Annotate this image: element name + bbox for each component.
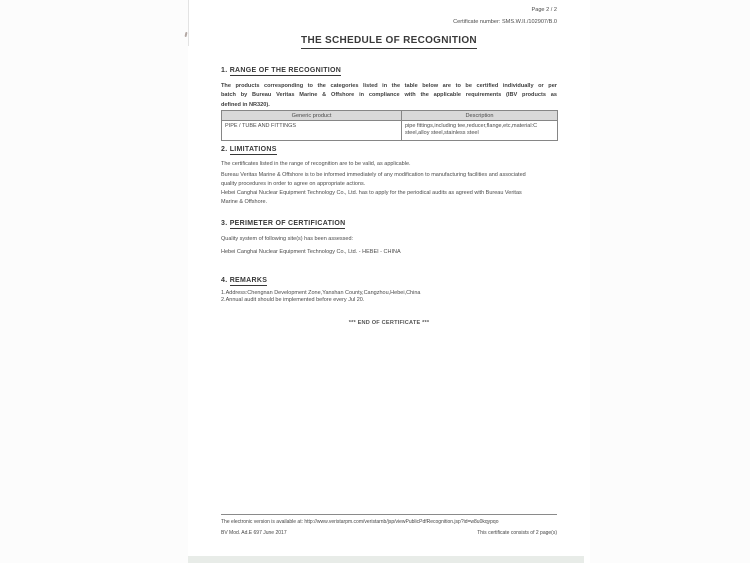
paragraph-line: The certificates listed in the range of recognition are to be valid, as applicable.: [221, 161, 411, 167]
intro-line: batch by Bureau Veritas Marine & Offshore in compliance with the applicable requirements (IBV products as: [221, 92, 557, 99]
paragraph-line: Bureau Veritas Marine & Offshore is to be informed immediately of any modification to manufacturing facilities and associated: [221, 172, 526, 178]
cell-description: pipe fittings,including tee,reducer,flange,etc,material:C steel,alloy steel,stainless steel: [402, 121, 558, 141]
paragraph-line: Marine & Offshore.: [221, 199, 268, 206]
document-title: THE SCHEDULE OF RECOGNITION: [301, 35, 477, 49]
intro-line: The products corresponding to the categories listed in the table below are to be certified individually or per: [221, 83, 557, 89]
footer-bottom-line: [221, 530, 557, 536]
remarks-list: [221, 290, 557, 304]
column-header-generic-product: Generic product: [222, 111, 402, 121]
section-number: 2.: [221, 146, 228, 153]
column-header-description: Description: [402, 111, 558, 121]
scan-edge-line: [188, 0, 189, 46]
remark-line: 2.Annual audit should be implemented before every Jul 20.: [221, 297, 365, 303]
footer-divider: [221, 514, 557, 515]
table-row: [222, 121, 558, 141]
table-header-row: [222, 111, 558, 121]
end-of-certificate-marker: *** END OF CERTIFICATE ***: [348, 320, 430, 326]
section-heading-perimeter: [221, 220, 345, 227]
page-count-note: This certificate consists of 2 page(s): [477, 530, 557, 536]
limitations-paragraph: [221, 160, 557, 169]
certificate-number-value: SMS.W.II./102907/B.0: [501, 19, 557, 25]
section-title: RANGE OF THE RECOGNITION: [229, 67, 342, 74]
document-title-wrap: [221, 30, 557, 49]
section-title: REMARKS: [229, 277, 268, 284]
certificate-number-line: [221, 19, 557, 25]
certificate-number-label: Certificate number:: [453, 19, 502, 25]
range-intro-paragraph: [221, 82, 557, 110]
perimeter-paragraph: [221, 235, 557, 244]
section-number: 1.: [221, 67, 228, 74]
section-heading-limitations: [221, 146, 277, 153]
paragraph-line: Hebei Canghai Nuclear Equipment Technology Co., Ltd. - HEBEI - CHINA: [221, 249, 401, 255]
remark-line: 1.Address:Chengnan Development Zone,Yanshan County,Cangzhou,Hebei,China: [221, 290, 421, 296]
paragraph-line: Hebei Canghai Nuclear Equipment Technology Co., Ltd. has to apply for the periodical audits as agreed with Bureau Veritas: [221, 190, 522, 196]
section-heading-range: [221, 67, 341, 74]
cell-generic-product: PIPE / TUBE AND FITTINGS: [222, 121, 402, 141]
limitations-paragraph: [221, 171, 557, 190]
paragraph-line: quality procedures in order to agree on appropriate actions.: [221, 181, 366, 188]
section-title: PERIMETER OF CERTIFICATION: [229, 220, 346, 227]
intro-line: defined in NR320).: [221, 101, 270, 108]
form-reference: BV Mod. Ad.E 697 June 2017: [221, 530, 287, 536]
section-number: 4.: [221, 277, 228, 284]
section-number: 3.: [221, 220, 228, 227]
products-table: [221, 110, 558, 141]
limitations-paragraph: [221, 189, 557, 208]
assessed-site-line: [221, 248, 557, 257]
electronic-version-note: The electronic version is available at: http://www.veristarpm.com/veristarnb/jsp/viewPublicPdfRecognition.jsp?id=w8u0kqypqo: [221, 519, 499, 525]
section-title: LIMITATIONS: [229, 146, 277, 153]
scan-bottom-strip: [188, 556, 584, 563]
page-number: Page 2 / 2: [531, 7, 557, 13]
paragraph-line: Quality system of following site(s) has been assessed:: [221, 236, 354, 242]
section-heading-remarks: [221, 277, 267, 284]
